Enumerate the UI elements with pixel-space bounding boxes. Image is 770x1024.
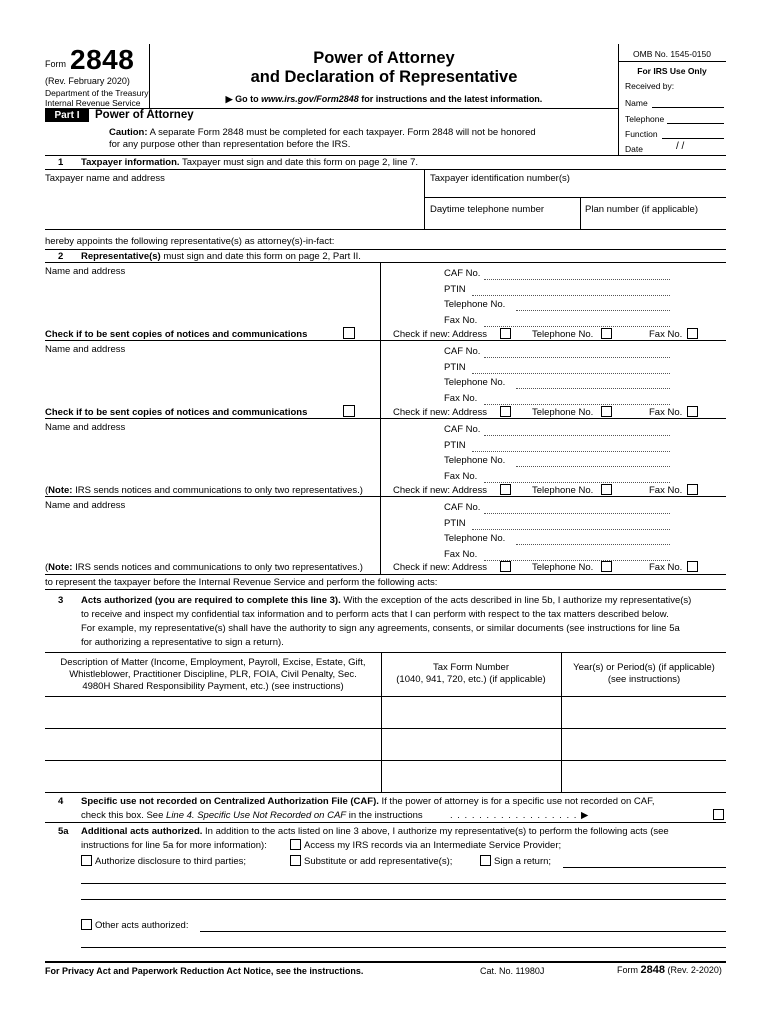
represent-text: to represent the taxpayer before the Internal Revenue Service and perform the following acts: <box>45 577 438 588</box>
rep2-new-telephone-checkbox[interactable] <box>601 406 612 417</box>
line3-title: Acts authorized (you are required to complete this line 3). <box>81 595 341 606</box>
matter-header-line-3: 4980H Shared Responsibility Payment, etc.) (see instructions) <box>82 681 344 692</box>
rep4-caf-field[interactable] <box>484 513 670 514</box>
rep3-new-telephone-checkbox[interactable] <box>601 484 612 495</box>
caution-line-2: for any purpose other than representation before the IRS. <box>109 139 351 150</box>
rep2-fax-label: Fax No. <box>444 393 478 404</box>
sign-return-label: Sign a return; <box>494 856 552 867</box>
form-word: Form <box>45 59 66 69</box>
irs-name-field[interactable] <box>652 107 724 108</box>
footer-form-word: Form <box>617 965 641 975</box>
rep3-telephone-label: Telephone No. <box>444 455 506 466</box>
rep1-new-fax-checkbox[interactable] <box>687 328 698 339</box>
line1-title: Taxpayer information. <box>81 157 180 168</box>
irs-telephone-label: Telephone <box>625 114 665 124</box>
rep2-telephone-field[interactable] <box>516 388 670 389</box>
rep3-name-address-label: Name and address <box>45 422 126 433</box>
line2-title: Representative(s) <box>81 251 161 262</box>
department-line-1: Department of the Treasury <box>45 88 149 98</box>
rep3-caf-label: CAF No. <box>444 424 481 435</box>
department-line-2: Internal Revenue Service <box>45 98 141 108</box>
rep4-name-address-label: Name and address <box>45 500 126 511</box>
acts-row-1[interactable] <box>45 697 726 728</box>
daytime-phone-label: Daytime telephone number <box>430 204 545 215</box>
rep1-new-telephone-checkbox[interactable] <box>601 328 612 339</box>
line4-text-2a: check this box. See <box>81 810 167 821</box>
rep1-new-address-checkbox[interactable] <box>500 328 511 339</box>
line3-text-3: For example, my representative(s) shall have the authority to sign any agreements, consents, or similar documents (see instructions for line 5a <box>81 623 680 634</box>
rep2-copies-checkbox[interactable] <box>343 405 355 417</box>
privacy-notice: For Privacy Act and Paperwork Reduction Act Notice, see the instructions. <box>45 966 364 976</box>
period-header-line-2: (see instructions) <box>607 674 681 685</box>
line1-text: Taxpayer must sign and date this form on page 2, line 7. <box>179 157 419 168</box>
form-title-line-2: and Declaration of Representative <box>250 68 518 86</box>
form-number-header-line-1: Tax Form Number <box>432 662 509 673</box>
revision-date: (Rev. February 2020) <box>45 76 130 86</box>
line5a-text-2: instructions for line 5a for more information): <box>81 840 267 851</box>
line3-text-4: for authorizing a representative to sign a return). <box>81 637 284 648</box>
rep4-telephone-label: Telephone No. <box>444 533 506 544</box>
rep3-ptin-field[interactable] <box>472 451 670 452</box>
plan-number-label: Plan number (if applicable) <box>585 204 699 215</box>
rep2-new-telephone-label: Telephone No. <box>532 407 594 418</box>
footer-form-number: 2848 <box>640 964 665 976</box>
rep3-telephone-field[interactable] <box>516 466 670 467</box>
rep4-fax-field[interactable] <box>484 560 670 561</box>
rep4-check-new-label: Check if new: Address <box>393 562 487 573</box>
sign-return-checkbox[interactable] <box>480 855 491 866</box>
rep2-copies-label: Check if to be sent copies of notices and communications <box>45 407 308 418</box>
rep4-caf-label: CAF No. <box>444 502 481 513</box>
form-title-line-1: Power of Attorney <box>313 49 455 67</box>
line5a-title: Additional acts authorized. <box>81 826 203 837</box>
line4-text-2c: in the instructions <box>346 810 423 821</box>
substitute-rep-checkbox[interactable] <box>290 855 301 866</box>
substitute-rep-label: Substitute or add representative(s); <box>304 856 453 867</box>
rep4-ptin-label: PTIN <box>444 518 466 529</box>
received-by-label: Received by: <box>625 81 675 91</box>
rep2-new-address-checkbox[interactable] <box>500 406 511 417</box>
rep1-new-fax-label: Fax No. <box>649 329 683 340</box>
rep1-fax-field[interactable] <box>484 326 670 327</box>
access-records-label: Access my IRS records via an Intermediate Service Provider; <box>304 840 562 851</box>
part-title: Power of Attorney <box>95 109 194 121</box>
irs-function-label: Function <box>625 129 658 139</box>
rep1-caf-field[interactable] <box>484 279 670 280</box>
rep2-fax-field[interactable] <box>484 404 670 405</box>
rep4-note-label: Note: <box>48 562 73 573</box>
irs-telephone-field[interactable] <box>667 123 724 124</box>
rep4-new-fax-label: Fax No. <box>649 562 683 573</box>
rep1-copies-label: Check if to be sent copies of notices and communications <box>45 329 308 340</box>
rep1-telephone-field[interactable] <box>516 310 670 311</box>
rep4-new-telephone-checkbox[interactable] <box>601 561 612 572</box>
irs-use-only: For IRS Use Only <box>637 66 707 76</box>
rep2-ptin-field[interactable] <box>472 373 670 374</box>
goto-prefix: ▶ Go to <box>225 94 262 104</box>
rep3-note-label: Note: <box>48 485 73 496</box>
rep4-new-address-checkbox[interactable] <box>500 561 511 572</box>
rep4-ptin-field[interactable] <box>472 529 670 530</box>
part-label: Part I <box>45 109 89 122</box>
line3-number: 3 <box>58 595 64 606</box>
line5a-text-1 <box>81 826 669 837</box>
rep2-new-fax-checkbox[interactable] <box>687 406 698 417</box>
form-url-link[interactable]: www.irs.gov/Form2848 <box>261 94 359 104</box>
sign-return-field[interactable] <box>563 867 726 868</box>
caution-label: Caution: <box>109 127 148 138</box>
form-number-header-line-2: (1040, 941, 720, etc.) (if applicable) <box>396 674 546 685</box>
rep4-fax-label: Fax No. <box>444 549 478 560</box>
line4-number: 4 <box>58 796 64 807</box>
caution-line-1 <box>109 127 536 138</box>
footer-form-id <box>617 964 722 976</box>
rep1-caf-label: CAF No. <box>444 268 481 279</box>
irs-date-field[interactable]: / / <box>676 141 685 152</box>
rep2-new-fax-label: Fax No. <box>649 407 683 418</box>
goto-suffix: for instructions and the latest information. <box>358 94 543 104</box>
line2-number: 2 <box>58 251 64 262</box>
additional-acts-line-1[interactable] <box>81 883 726 884</box>
rep3-note <box>45 485 363 496</box>
taxpayer-name-address-label: Taxpayer name and address <box>45 173 165 184</box>
rep3-check-new-label: Check if new: Address <box>393 485 487 496</box>
line5a-number: 5a <box>58 826 69 837</box>
rep4-new-fax-checkbox[interactable] <box>687 561 698 572</box>
line4-leader: . . . . . . . . . . . . . . . . . . ▶ <box>450 810 590 821</box>
acts-row-2[interactable] <box>45 729 726 760</box>
rep4-note-text: IRS sends notices and communications to only two representatives.) <box>72 562 363 573</box>
other-acts-checkbox[interactable] <box>81 919 92 930</box>
caution-text: A separate Form 2848 must be completed for each taxpayer. Form 2848 will not be honored <box>147 127 536 138</box>
rep4-note <box>45 562 363 573</box>
line5a-text-1-rest: In addition to the acts listed on line 3 above, I authorize my representative(s) to perform the following acts (see <box>202 826 669 837</box>
omb-number: OMB No. 1545-0150 <box>633 49 711 59</box>
tin-label: Taxpayer identification number(s) <box>430 173 570 184</box>
line4-text-2b: Line 4. Specific Use Not Recorded on CAF <box>166 810 347 821</box>
footer-rev: (Rev. 2-2020) <box>664 965 722 975</box>
line4-text-1-rest: If the power of attorney is for a specific use not recorded on CAF, <box>378 796 655 807</box>
rep2-caf-field[interactable] <box>484 357 670 358</box>
acts-row-3[interactable] <box>45 761 726 792</box>
rep4-note-open: ( <box>45 562 49 573</box>
line3-text-2: to receive and inspect my confidential tax information and to perform acts that I can perform with respect to the tax matters described below. <box>81 609 669 620</box>
rep4-telephone-field[interactable] <box>516 544 670 545</box>
rep3-fax-label: Fax No. <box>444 471 478 482</box>
irs-name-label: Name <box>625 98 648 108</box>
rep2-check-new-label: Check if new: Address <box>393 407 487 418</box>
other-acts-label: Other acts authorized: <box>95 920 189 931</box>
irs-date-label: Date <box>625 144 643 154</box>
line2-text: must sign and date this form on page 2, Part II. <box>160 251 361 262</box>
rep1-new-telephone-label: Telephone No. <box>532 329 594 340</box>
line1-number: 1 <box>58 157 64 168</box>
rep3-new-address-checkbox[interactable] <box>500 484 511 495</box>
rep3-note-open: ( <box>45 485 49 496</box>
line4-text-2 <box>81 810 423 821</box>
rep2-caf-label: CAF No. <box>444 346 481 357</box>
rep1-fax-label: Fax No. <box>444 315 478 326</box>
appoints-text: hereby appoints the following representative(s) as attorney(s)-in-fact: <box>45 236 335 247</box>
taxpayer-name-address-field[interactable] <box>45 185 423 227</box>
line1-heading <box>81 157 418 168</box>
line3-text-1-rest: With the exception of the acts described in line 5b, I authorize my representative(s) <box>340 595 692 606</box>
line4-text-1 <box>81 796 655 807</box>
rep3-new-fax-label: Fax No. <box>649 485 683 496</box>
line4-title: Specific use not recorded on Centralized Authorization File (CAF). <box>81 796 379 807</box>
matter-header-line-2: Whistleblower, Practitioner Discipline, PLR, FOIA, Civil Penalty, Sec. <box>69 669 357 680</box>
additional-acts-line-2[interactable] <box>81 899 726 900</box>
rep3-caf-field[interactable] <box>484 435 670 436</box>
rep3-fax-field[interactable] <box>484 482 670 483</box>
rep2-ptin-label: PTIN <box>444 362 466 373</box>
other-acts-field[interactable] <box>200 931 726 932</box>
authorize-disclosure-label: Authorize disclosure to third parties; <box>95 856 247 867</box>
rep1-name-address-label: Name and address <box>45 266 126 277</box>
rep3-new-fax-checkbox[interactable] <box>687 484 698 495</box>
rep4-new-telephone-label: Telephone No. <box>532 562 594 573</box>
rep1-ptin-label: PTIN <box>444 284 466 295</box>
access-records-checkbox[interactable] <box>290 839 301 850</box>
other-acts-line-2[interactable] <box>81 947 726 948</box>
authorize-disclosure-checkbox[interactable] <box>81 855 92 866</box>
matter-header-line-1: Description of Matter (Income, Employment, Payroll, Excise, Estate, Gift, <box>60 657 366 668</box>
rep3-note-text: IRS sends notices and communications to only two representatives.) <box>72 485 363 496</box>
rep2-name-address-label: Name and address <box>45 344 126 355</box>
rep3-new-telephone-label: Telephone No. <box>532 485 594 496</box>
period-header-line-1: Year(s) or Period(s) (if applicable) <box>573 662 715 673</box>
rep2-telephone-label: Telephone No. <box>444 377 506 388</box>
line4-checkbox[interactable] <box>713 809 724 820</box>
rep1-check-new-label: Check if new: Address <box>393 329 487 340</box>
rep1-ptin-field[interactable] <box>472 295 670 296</box>
rep1-copies-checkbox[interactable] <box>343 327 355 339</box>
catalog-number: Cat. No. 11980J <box>480 966 545 976</box>
line3-text-1 <box>81 595 691 606</box>
irs-function-field[interactable] <box>662 138 724 139</box>
rep1-telephone-label: Telephone No. <box>444 299 506 310</box>
line2-heading <box>81 251 361 262</box>
instructions-link-line <box>150 94 618 105</box>
rep3-ptin-label: PTIN <box>444 440 466 451</box>
form-number: 2848 <box>70 44 135 75</box>
